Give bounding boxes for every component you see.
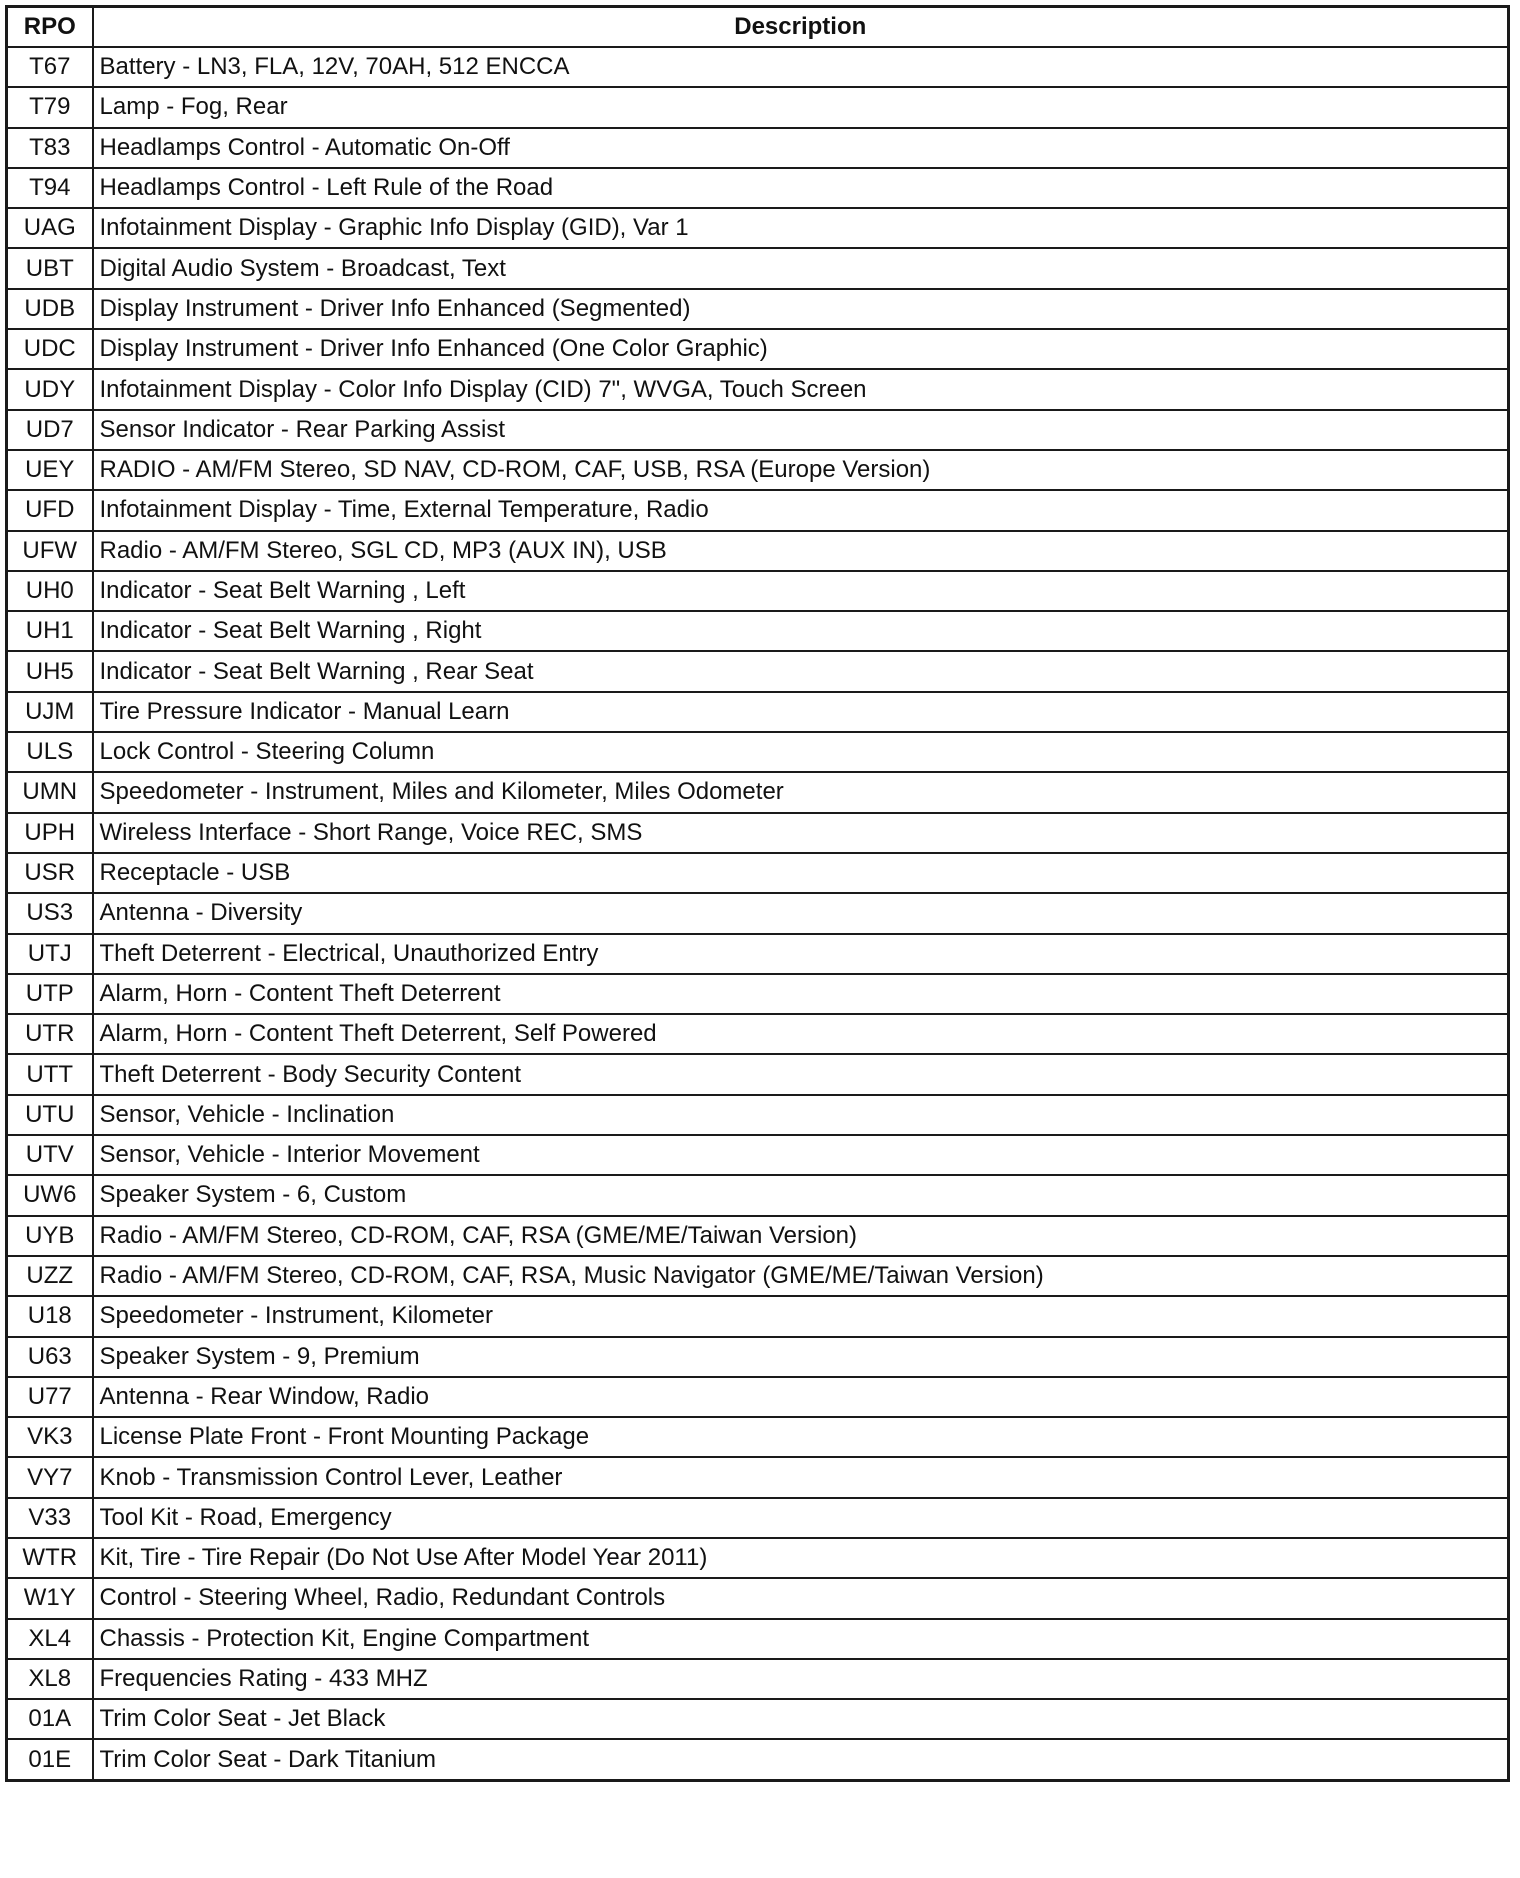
- table-row: [7, 772, 1509, 812]
- description-cell: Headlamps Control - Left Rule of the Road: [93, 168, 1509, 208]
- rpo-code-cell: US3: [7, 893, 93, 933]
- description-cell: Sensor, Vehicle - Interior Movement: [93, 1135, 1509, 1175]
- description-cell: Display Instrument - Driver Info Enhanced (One Color Graphic): [93, 329, 1509, 369]
- rpo-code-cell: USR: [7, 853, 93, 893]
- description-cell: Speedometer - Instrument, Miles and Kilometer, Miles Odometer: [93, 772, 1509, 812]
- rpo-code-cell: T83: [7, 128, 93, 168]
- rpo-code-cell: UFD: [7, 490, 93, 530]
- rpo-code-cell: UMN: [7, 772, 93, 812]
- table-row: [7, 1014, 1509, 1054]
- table-row: [7, 128, 1509, 168]
- description-cell: License Plate Front - Front Mounting Package: [93, 1417, 1509, 1457]
- column-header-description: Description: [93, 7, 1509, 48]
- description-cell: Receptacle - USB: [93, 853, 1509, 893]
- description-cell: Frequencies Rating - 433 MHZ: [93, 1659, 1509, 1699]
- table-row: [7, 1457, 1509, 1497]
- description-cell: Tire Pressure Indicator - Manual Learn: [93, 692, 1509, 732]
- description-cell: Trim Color Seat - Jet Black: [93, 1699, 1509, 1739]
- table-row: [7, 410, 1509, 450]
- rpo-code-cell: 01E: [7, 1739, 93, 1780]
- description-cell: Trim Color Seat - Dark Titanium: [93, 1739, 1509, 1780]
- table-row: [7, 1337, 1509, 1377]
- rpo-code-cell: UH5: [7, 651, 93, 691]
- description-cell: Kit, Tire - Tire Repair (Do Not Use After Model Year 2011): [93, 1538, 1509, 1578]
- rpo-code-cell: UTT: [7, 1054, 93, 1094]
- table-row: [7, 369, 1509, 409]
- rpo-code-cell: U63: [7, 1337, 93, 1377]
- rpo-code-cell: UW6: [7, 1175, 93, 1215]
- description-cell: Chassis - Protection Kit, Engine Compartment: [93, 1619, 1509, 1659]
- table-row: [7, 732, 1509, 772]
- rpo-table: [5, 5, 1510, 1782]
- rpo-code-cell: UPH: [7, 813, 93, 853]
- table-row: [7, 168, 1509, 208]
- table-row: [7, 893, 1509, 933]
- rpo-code-cell: VY7: [7, 1457, 93, 1497]
- description-cell: Sensor, Vehicle - Inclination: [93, 1095, 1509, 1135]
- table-row: [7, 1739, 1509, 1780]
- description-cell: Digital Audio System - Broadcast, Text: [93, 248, 1509, 288]
- description-cell: Radio - AM/FM Stereo, SGL CD, MP3 (AUX IN), USB: [93, 531, 1509, 571]
- rpo-code-cell: V33: [7, 1498, 93, 1538]
- table-row: [7, 1175, 1509, 1215]
- rpo-code-cell: UJM: [7, 692, 93, 732]
- table-row: [7, 1095, 1509, 1135]
- description-cell: Lamp - Fog, Rear: [93, 87, 1509, 127]
- rpo-code-cell: ULS: [7, 732, 93, 772]
- rpo-code-cell: T67: [7, 47, 93, 87]
- description-cell: Control - Steering Wheel, Radio, Redundant Controls: [93, 1578, 1509, 1618]
- rpo-code-cell: UFW: [7, 531, 93, 571]
- rpo-code-cell: UH1: [7, 611, 93, 651]
- table-row: [7, 531, 1509, 571]
- table-row: [7, 1054, 1509, 1094]
- description-cell: Speaker System - 6, Custom: [93, 1175, 1509, 1215]
- table-row: [7, 47, 1509, 87]
- table-row: [7, 611, 1509, 651]
- description-cell: Headlamps Control - Automatic On-Off: [93, 128, 1509, 168]
- table-body: [7, 47, 1509, 1780]
- table-row: [7, 974, 1509, 1014]
- table-row: [7, 1578, 1509, 1618]
- description-cell: Alarm, Horn - Content Theft Deterrent, Self Powered: [93, 1014, 1509, 1054]
- description-cell: Infotainment Display - Color Info Display (CID) 7", WVGA, Touch Screen: [93, 369, 1509, 409]
- rpo-code-cell: UYB: [7, 1216, 93, 1256]
- table-row: [7, 571, 1509, 611]
- description-cell: Knob - Transmission Control Lever, Leather: [93, 1457, 1509, 1497]
- table-row: [7, 1135, 1509, 1175]
- description-cell: Indicator - Seat Belt Warning , Rear Seat: [93, 651, 1509, 691]
- rpo-code-cell: UTJ: [7, 934, 93, 974]
- table-row: [7, 1659, 1509, 1699]
- table-row: [7, 329, 1509, 369]
- rpo-code-cell: XL4: [7, 1619, 93, 1659]
- description-cell: Speaker System - 9, Premium: [93, 1337, 1509, 1377]
- rpo-code-cell: UTP: [7, 974, 93, 1014]
- description-cell: Radio - AM/FM Stereo, CD-ROM, CAF, RSA, Music Navigator (GME/ME/Taiwan Version): [93, 1256, 1509, 1296]
- description-cell: Radio - AM/FM Stereo, CD-ROM, CAF, RSA (GME/ME/Taiwan Version): [93, 1216, 1509, 1256]
- description-cell: Theft Deterrent - Electrical, Unauthorized Entry: [93, 934, 1509, 974]
- description-cell: Theft Deterrent - Body Security Content: [93, 1054, 1509, 1094]
- rpo-code-cell: 01A: [7, 1699, 93, 1739]
- table-row: [7, 450, 1509, 490]
- table-row: [7, 1699, 1509, 1739]
- description-cell: Wireless Interface - Short Range, Voice REC, SMS: [93, 813, 1509, 853]
- description-cell: Antenna - Rear Window, Radio: [93, 1377, 1509, 1417]
- table-row: [7, 1296, 1509, 1336]
- rpo-code-cell: T79: [7, 87, 93, 127]
- rpo-code-cell: UDY: [7, 369, 93, 409]
- rpo-code-cell: UH0: [7, 571, 93, 611]
- description-cell: Display Instrument - Driver Info Enhanced (Segmented): [93, 289, 1509, 329]
- table-row: [7, 1377, 1509, 1417]
- description-cell: Infotainment Display - Time, External Temperature, Radio: [93, 490, 1509, 530]
- description-cell: Infotainment Display - Graphic Info Display (GID), Var 1: [93, 208, 1509, 248]
- description-cell: RADIO - AM/FM Stereo, SD NAV, CD-ROM, CAF, USB, RSA (Europe Version): [93, 450, 1509, 490]
- description-cell: Speedometer - Instrument, Kilometer: [93, 1296, 1509, 1336]
- description-cell: Battery - LN3, FLA, 12V, 70AH, 512 ENCCA: [93, 47, 1509, 87]
- rpo-code-cell: T94: [7, 168, 93, 208]
- rpo-code-cell: U77: [7, 1377, 93, 1417]
- rpo-code-cell: UZZ: [7, 1256, 93, 1296]
- description-cell: Tool Kit - Road, Emergency: [93, 1498, 1509, 1538]
- description-cell: Sensor Indicator - Rear Parking Assist: [93, 410, 1509, 450]
- table-row: [7, 853, 1509, 893]
- description-cell: Lock Control - Steering Column: [93, 732, 1509, 772]
- table-row: [7, 490, 1509, 530]
- rpo-code-cell: UTR: [7, 1014, 93, 1054]
- rpo-code-cell: UTU: [7, 1095, 93, 1135]
- description-cell: Antenna - Diversity: [93, 893, 1509, 933]
- rpo-code-cell: UEY: [7, 450, 93, 490]
- rpo-code-cell: UAG: [7, 208, 93, 248]
- table-row: [7, 208, 1509, 248]
- table-header-row: [7, 7, 1509, 48]
- rpo-code-cell: UD7: [7, 410, 93, 450]
- rpo-code-cell: UTV: [7, 1135, 93, 1175]
- table-row: [7, 1538, 1509, 1578]
- table-row: [7, 1256, 1509, 1296]
- rpo-code-cell: W1Y: [7, 1578, 93, 1618]
- table-row: [7, 289, 1509, 329]
- table-row: [7, 813, 1509, 853]
- table-row: [7, 1417, 1509, 1457]
- rpo-code-cell: WTR: [7, 1538, 93, 1578]
- rpo-code-cell: UDB: [7, 289, 93, 329]
- rpo-code-cell: UBT: [7, 248, 93, 288]
- table-row: [7, 1216, 1509, 1256]
- table-row: [7, 1498, 1509, 1538]
- rpo-code-cell: U18: [7, 1296, 93, 1336]
- table-row: [7, 651, 1509, 691]
- rpo-code-cell: VK3: [7, 1417, 93, 1457]
- rpo-code-cell: XL8: [7, 1659, 93, 1699]
- description-cell: Alarm, Horn - Content Theft Deterrent: [93, 974, 1509, 1014]
- description-cell: Indicator - Seat Belt Warning , Left: [93, 571, 1509, 611]
- table-row: [7, 692, 1509, 732]
- table-row: [7, 87, 1509, 127]
- table-row: [7, 1619, 1509, 1659]
- column-header-rpo: RPO: [7, 7, 93, 48]
- table-row: [7, 248, 1509, 288]
- rpo-code-cell: UDC: [7, 329, 93, 369]
- description-cell: Indicator - Seat Belt Warning , Right: [93, 611, 1509, 651]
- table-row: [7, 934, 1509, 974]
